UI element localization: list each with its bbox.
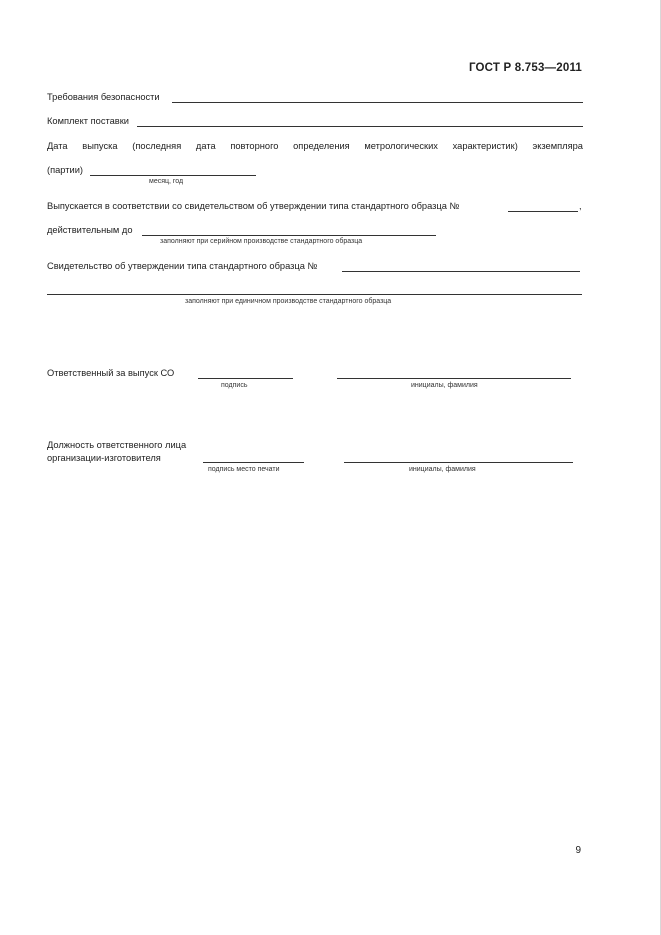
release-date-word: дата xyxy=(195,141,216,151)
release-date-field[interactable] xyxy=(90,175,256,176)
responsible-signature-field[interactable] xyxy=(198,378,293,379)
batch-label: (партии) xyxy=(47,165,84,175)
position-signature-field[interactable] xyxy=(203,462,304,463)
release-date-word: Дата xyxy=(47,141,68,151)
position-label-line1: Должность ответственного лица xyxy=(47,440,187,450)
initials-surname-caption: инициалы, фамилия xyxy=(411,382,478,389)
position-label-line2: организации-изготовителя xyxy=(47,453,161,463)
valid-until-field[interactable] xyxy=(142,235,436,236)
month-year-caption: месяц, год xyxy=(149,178,184,185)
single-production-caption: заполняют при единичном производстве стандартного образца xyxy=(185,298,392,305)
valid-until-label: действительным до xyxy=(47,225,133,235)
certificate-number-field[interactable] xyxy=(508,211,578,212)
serial-production-caption: заполняют при серийном производстве стандартного образца xyxy=(160,238,363,245)
release-date-word: повторного xyxy=(230,141,279,151)
release-date-word: (последняя xyxy=(132,141,182,151)
signature-stamp-caption: подпись место печати xyxy=(208,466,280,473)
release-date-word: экземпляра xyxy=(532,141,583,151)
certificate-field[interactable] xyxy=(342,271,580,272)
signature-caption: подпись xyxy=(221,382,248,389)
release-date-label xyxy=(47,141,583,151)
page-number: 9 xyxy=(575,845,581,856)
release-date-word: характеристик) xyxy=(452,141,518,151)
initials-surname-caption-2: инициалы, фамилия xyxy=(409,466,476,473)
release-date-word: определения xyxy=(293,141,350,151)
responsible-label: Ответственный за выпуск СО xyxy=(47,368,175,378)
responsible-name-field[interactable] xyxy=(337,378,571,379)
delivery-kit-label: Комплект поставки xyxy=(47,116,129,126)
release-date-word: выпуска xyxy=(82,141,118,151)
safety-requirements-field[interactable] xyxy=(172,102,583,103)
delivery-kit-field[interactable] xyxy=(137,126,583,127)
document-code: ГОСТ Р 8.753—2011 xyxy=(468,62,582,74)
comma: , xyxy=(579,201,582,211)
safety-requirements-label: Требования безопасности xyxy=(47,92,160,102)
certificate-label: Свидетельство об утверждении типа стандартного образца № xyxy=(47,261,318,271)
certificate-field-continued[interactable] xyxy=(47,294,582,295)
release-date-word: метрологических xyxy=(364,141,438,151)
position-name-field[interactable] xyxy=(344,462,573,463)
issued-per-label: Выпускается в соответствии со свидетельством об утверждении типа стандартного образца № xyxy=(47,201,460,211)
